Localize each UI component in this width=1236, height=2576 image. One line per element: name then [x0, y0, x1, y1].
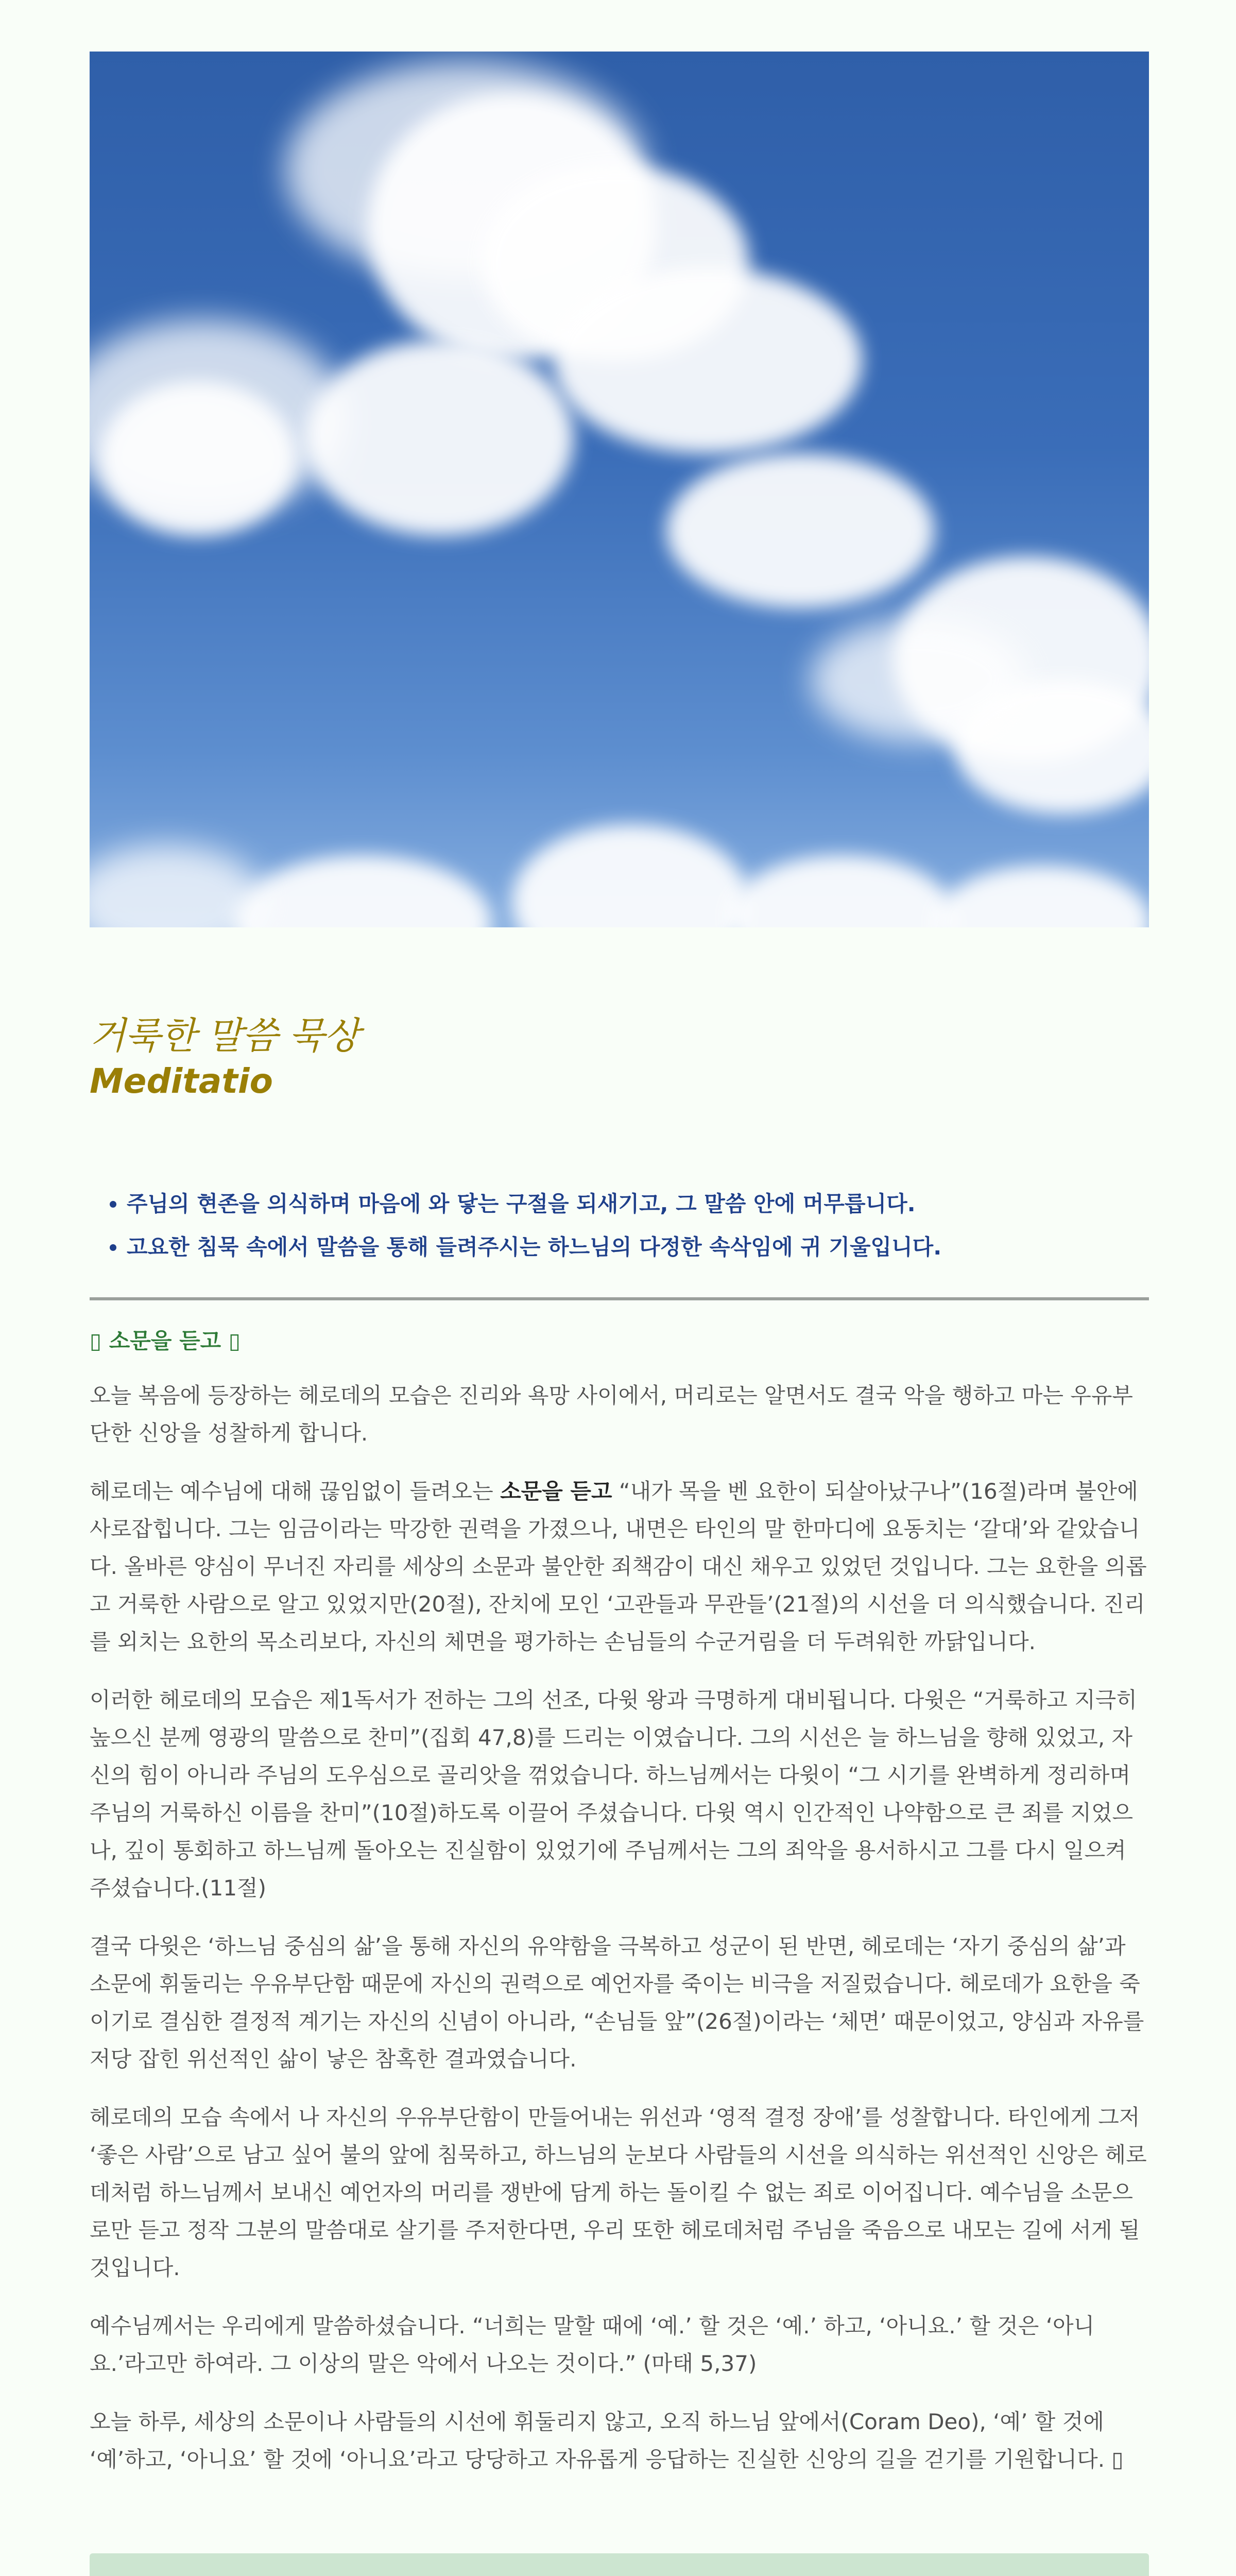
list-item: • 주님의 현존을 의식하며 마음에 와 닿는 구절을 되새기고, 그 말씀 안에 머무릅니다. [127, 1182, 941, 1226]
article [90, 52, 1149, 2472]
paragraph: 오늘 복음에 등장하는 헤로데의 모습은 진리와 욕망 사이에서, 머리로는 알면서도 결국 악을 행하고 마는 우유부단한 신앙을 성찰하게 합니다. [90, 1383, 1134, 1446]
text: 헤로데는 예수님에 대해 끊임없이 들려오는 [90, 1479, 501, 1504]
text: “내가 목을 벤 요한이 되살아났구나”(16절)라며 불안에 사로잡힙니다. 그는 임금이라는 막강한 권력을 가졌으나, 내면은 타인의 말 한마디에 요동치는 ‘갈대’와 같았습니다. 올바른 양심이 무너진 자리를 세상의 소문과 불안한 죄책감이 대신 채우고 있었던 것입니다. 그는 요한을 의롭고 거룩한 사람으로 알고 있었지만(20절), 잔치에 모인 ‘고관들과 무관들’(21절)의 시선을 더 의식했습니다. 진리를 외치는 요한의 목소리보다, 자신의 체면을 평가하는 손님들의 수군거림을 더 두려워한 까닭입니다. [90, 1479, 1147, 1654]
list-item: • 고요한 침묵 속에서 말씀을 통해 들려주시는 하느님의 다정한 속삭임에 귀 기울입니다. [127, 1226, 941, 1269]
page-title: 거룩한 말씀 묵상 [90, 1014, 359, 1057]
emphasis-text: 소문을 듣고 [500, 1479, 612, 1504]
paragraph: 오늘 하루, 세상의 소문이나 사람들의 시선에 휘둘리지 않고, 오직 하느님 앞에서(Coram Deo), ‘예’ 할 것에 ‘예’하고, ‘아니요’ 할 것에 ‘아니요’라고 당당하고 자유롭게 응답하는 진실한 신앙의 길을 걷기를 기원합니다. ▯ [90, 2409, 1124, 2472]
paragraph: 결국 다윗은 ‘하느님 중심의 삶’을 통해 자신의 유약함을 극복하고 성군이 된 반면, 헤로데는 ‘자기 중심의 삶’과 소문에 휘둘리는 우유부단함 때문에 자신의 권력으로 예언자를 죽이는 비극을 저질렀습니다. 헤로데가 요한을 죽이기로 결심한 결정적 계기는 자신의 신념이 아니라, “손님들 앞”(26절)이라는 ‘체면’ 때문이었고, 양심과 자유를 저당 잡힌 위선적인 삶이 낳은 참혹한 결과였습니다. [90, 1934, 1144, 2072]
paragraph: 이러한 헤로데의 모습은 제1독서가 전하는 그의 선조, 다윗 왕과 극명하게 대비됩니다. 다윗은 “거룩하고 지극히 높으신 분께 영광의 말씀으로 찬미”(집회 47,8)를 드리는 이였습니다. 그의 시선은 늘 하느님을 향해 있었고, 자신의 힘이 아니라 주님의 도우심으로 골리앗을 꺾었습니다. 하느님께서는 다윗이 “그 시기를 완벽하게 정리하며 주님의 거룩하신 이름을 찬미”(10절)하도록 이끌어 주셨습니다. 다윗 역시 인간적인 나약함으로 큰 죄를 지었으나, 깊이 통회하고 하느님께 돌아오는 진실함이 있었기에 주님께서는 그의 죄악을 용서하시고 그를 다시 일으켜 주셨습니다.(11절) [90, 1687, 1137, 1901]
section-heading: ▯ 소문을 듣고 ▯ [90, 1328, 241, 1353]
paragraph: 예수님께서는 우리에게 말씀하셨습니다. “너희는 말할 때에 ‘예.’ 할 것은 ‘예.’ 하고, ‘아니요.’ 할 것은 ‘아니요.’라고만 하여라. 그 이상의 말은 악에서 나오는 것이다.” (마태 5,37) [90, 2313, 1095, 2376]
paragraph [90, 1472, 1149, 1660]
reflection-box [90, 2553, 1149, 2576]
paragraph: 헤로데의 모습 속에서 나 자신의 우유부단함이 만들어내는 위선과 ‘영적 결정 장애’를 성찰합니다. 타인에게 그저 ‘좋은 사람’으로 남고 싶어 불의 앞에 침묵하고, 하느님의 눈보다 사람들의 시선을 의식하는 위선적인 신앙은 헤로데처럼 하느님께서 보내신 예언자의 머리를 쟁반에 담게 하는 돌이킬 수 없는 죄로 이어집니다. 예수님을 소문으로만 듣고 정작 그분의 말씀대로 살기를 주저한다면, 우리 또한 헤로데처럼 주님을 죽음으로 내모는 길에 서게 될 것입니다. [90, 2105, 1147, 2280]
sky-clouds-image [90, 52, 1149, 927]
divider [90, 1297, 1149, 1300]
page-subtitle: Meditatio [90, 1061, 273, 1101]
intro-list [90, 1182, 941, 1269]
article-body [90, 1377, 1149, 2499]
